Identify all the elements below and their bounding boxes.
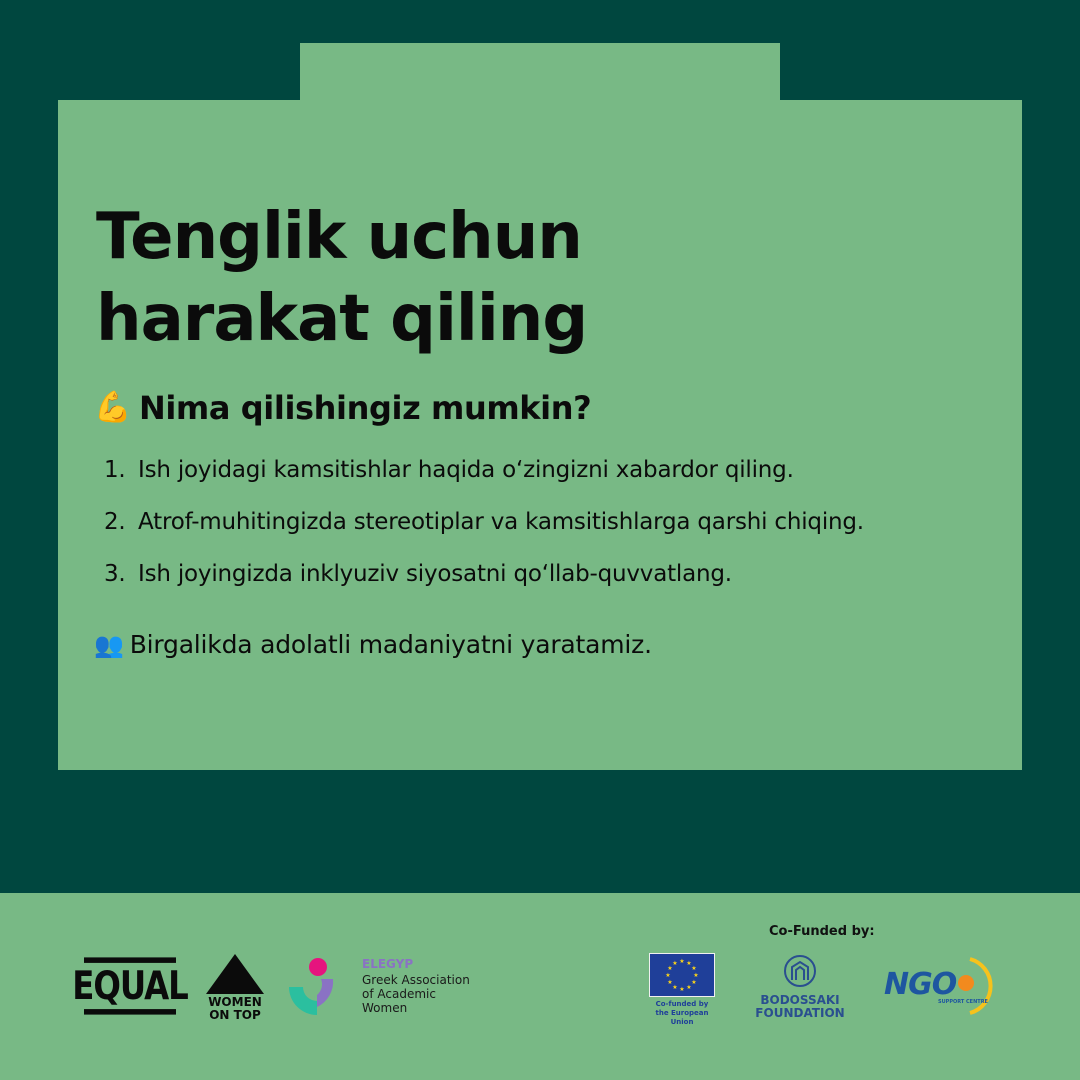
- page-title: [96, 196, 587, 360]
- list-item-number: 2.: [104, 509, 126, 535]
- list-item: [104, 496, 864, 548]
- svg-text:★: ★: [679, 986, 685, 993]
- list-item-number: 3.: [104, 561, 126, 587]
- elegyp-description: Greek Association of Academic Women: [362, 973, 470, 1015]
- svg-text:★: ★: [693, 972, 699, 979]
- content-card: [58, 100, 1022, 770]
- ngo-support-centre-logo: [884, 955, 1004, 1017]
- svg-text:★: ★: [686, 960, 692, 967]
- list-item-number: 1.: [104, 457, 126, 483]
- svg-text:★: ★: [691, 979, 697, 986]
- section-heading: [94, 386, 591, 430]
- women-on-top-text: WOMEN ON TOP: [208, 995, 262, 1022]
- triangle-icon: [206, 954, 264, 994]
- list-item: [104, 444, 864, 496]
- bodossaki-logo: [752, 954, 848, 1020]
- svg-text:★: ★: [679, 958, 685, 965]
- eu-caption: Co-funded by the European Union: [655, 1000, 709, 1026]
- bodossaki-emblem-icon: [783, 954, 817, 988]
- svg-text:★: ★: [667, 979, 673, 986]
- svg-text:★: ★: [672, 960, 678, 967]
- closing-text: Birgalikda adolatli madaniyatni yaratamiz.: [129, 630, 652, 659]
- svg-text:★: ★: [665, 972, 671, 979]
- title-line-1: Tenglik uchun: [96, 200, 582, 274]
- list-item-text: Ish joyingizda inklyuziv siyosatni qo‘llab-quvvatlang.: [138, 561, 732, 587]
- svg-text:★: ★: [691, 965, 697, 972]
- list-item-text: Ish joyidagi kamsitishlar haqida o‘zingizni xabardor qiling.: [138, 457, 794, 483]
- closing-statement: [94, 622, 652, 668]
- section-heading-text: Nima qilishingiz mumkin?: [138, 389, 592, 427]
- ngo-text: NGO: [884, 967, 957, 1002]
- svg-text:★: ★: [672, 984, 678, 991]
- svg-text:★: ★: [667, 965, 673, 972]
- flexed-biceps-icon: 💪: [94, 390, 131, 425]
- eu-logo: [648, 953, 716, 1027]
- eu-flag-icon: [649, 953, 715, 997]
- cofunded-label: Co-Funded by:: [769, 924, 875, 939]
- people-icon: 👥: [94, 631, 124, 659]
- action-list: [104, 444, 864, 600]
- partner-footer: [0, 893, 1080, 1080]
- equal-logo: EQUAL: [84, 957, 176, 1014]
- title-line-2: harakat qiling: [96, 282, 588, 356]
- bodossaki-text: BODOSSAKI FOUNDATION: [755, 993, 845, 1020]
- elegyp-emblem-icon: [287, 957, 353, 1021]
- list-item: [104, 548, 864, 600]
- women-on-top-logo: [205, 954, 265, 1022]
- svg-text:★: ★: [686, 984, 692, 991]
- ngo-subtext: SUPPORT CENTRE: [938, 999, 988, 1005]
- elegyp-name: ELEGYP: [362, 957, 414, 971]
- list-item-text: Atrof-muhitingizda stereotiplar va kamsitishlarga qarshi chiqing.: [138, 509, 864, 535]
- elegyp-logo: [287, 957, 487, 1021]
